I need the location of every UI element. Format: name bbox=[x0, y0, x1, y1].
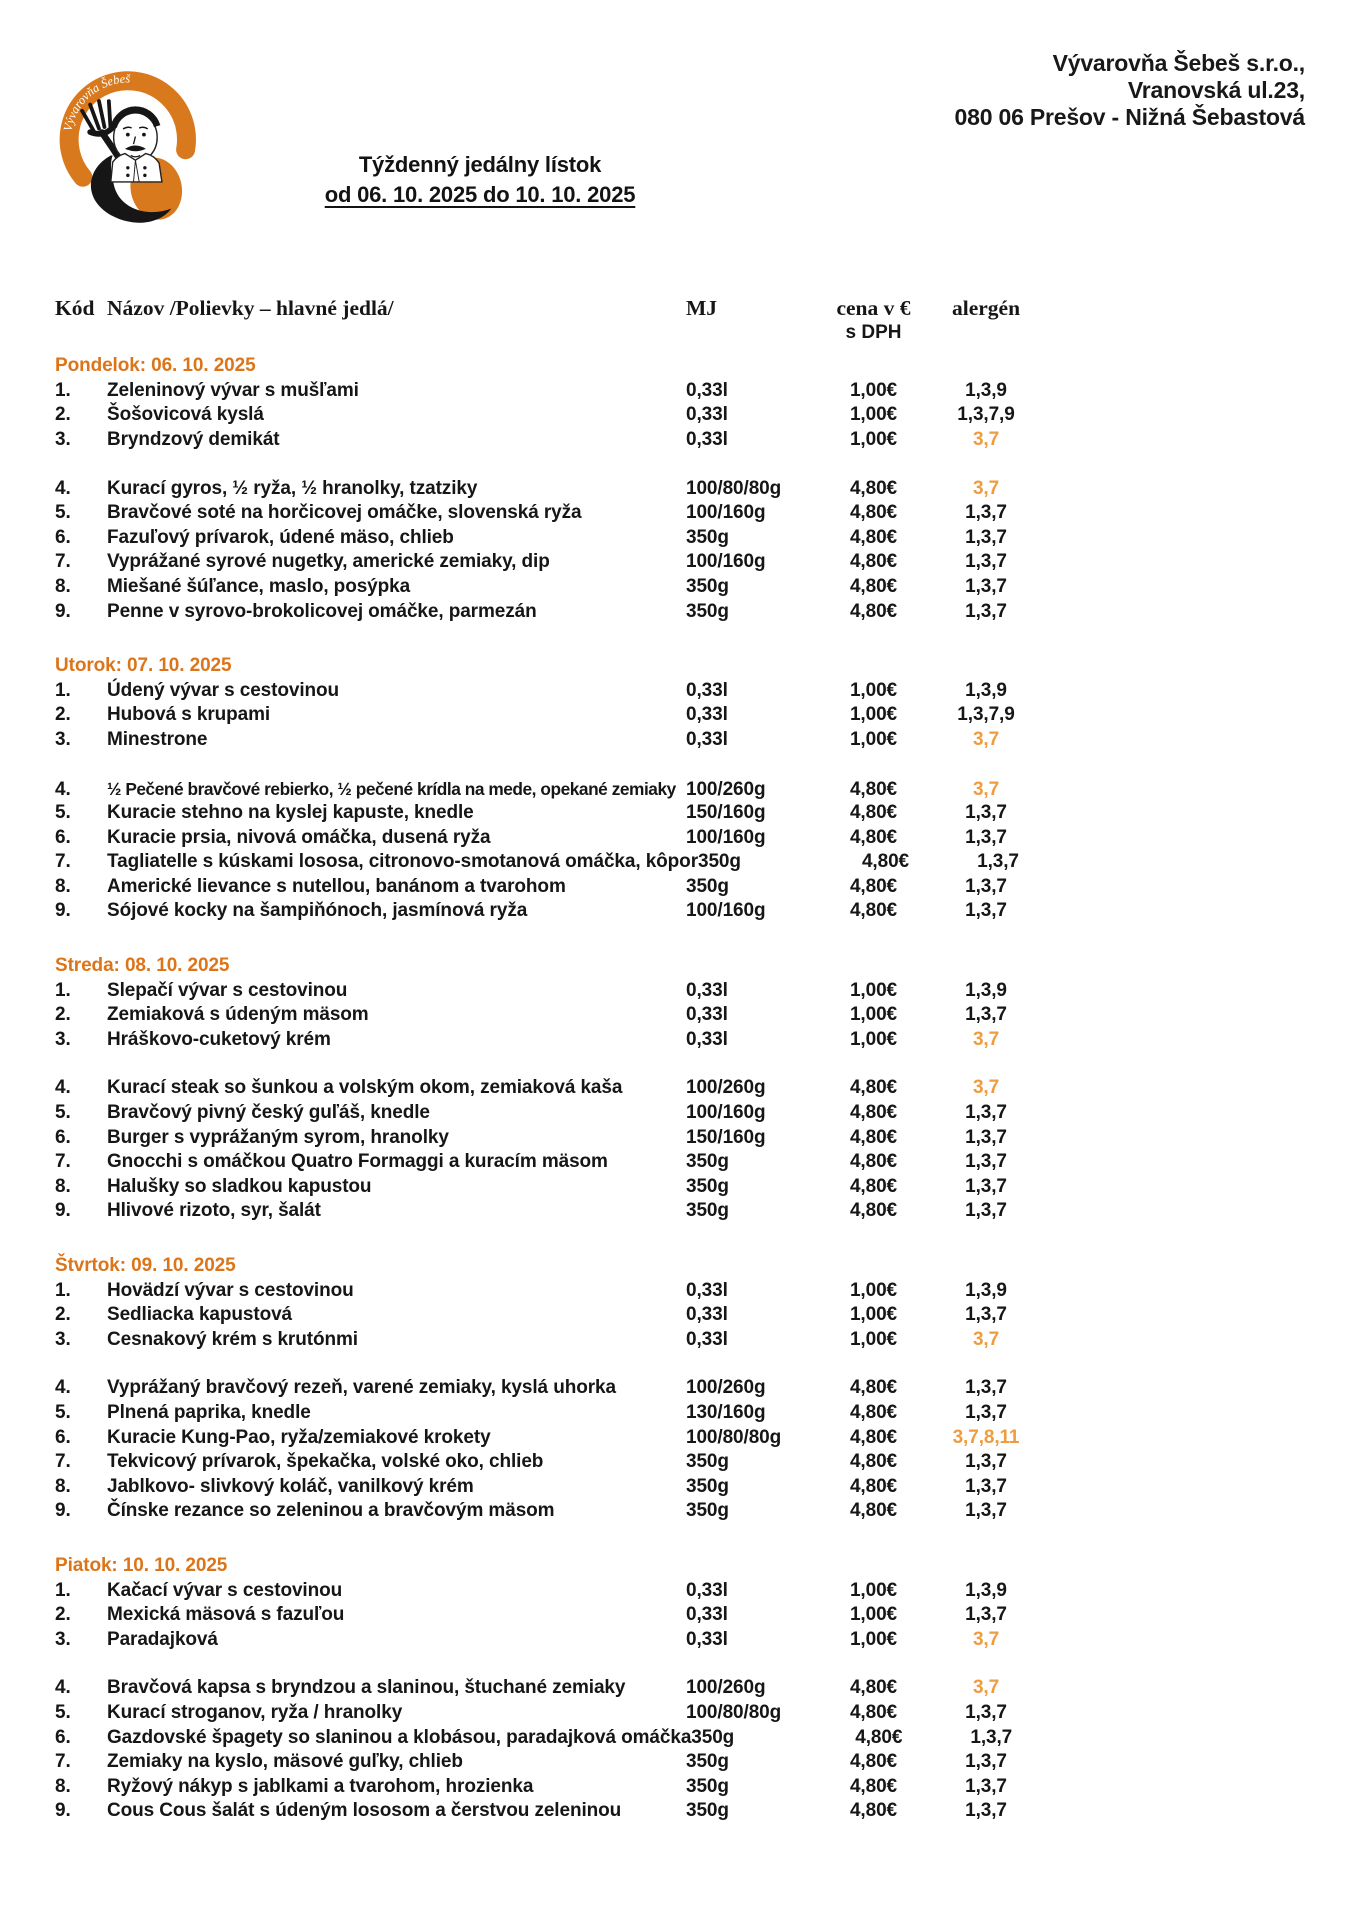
item-name: Jablkovo- slivkový koláč, vanilkový krém bbox=[107, 1475, 474, 1497]
item-allergens: 1,3,7 bbox=[965, 575, 1007, 597]
menu-item-row bbox=[55, 526, 1115, 551]
company-city: 080 06 Prešov - Nižná Šebastová bbox=[954, 104, 1305, 130]
item-name: Bravčový pivný český guľáš, knedle bbox=[107, 1102, 430, 1124]
menu-item-row bbox=[55, 1603, 1115, 1628]
item-allergens: 3,7 bbox=[972, 477, 1000, 499]
item-number: 7. bbox=[55, 551, 71, 573]
menu-item-row bbox=[55, 1401, 1115, 1426]
menu-item-row bbox=[55, 777, 1115, 802]
item-price: 4,80€ bbox=[849, 1500, 898, 1522]
item-allergens: 1,3,7 bbox=[965, 1102, 1007, 1124]
header-kod: Kód bbox=[55, 296, 95, 320]
item-name: Sójové kocky na šampiňónoch, jasmínová ryža bbox=[107, 900, 528, 922]
item-number: 6. bbox=[55, 526, 71, 548]
item-price: 4,80€ bbox=[849, 1126, 898, 1148]
item-name: Hlivové rizoto, syr, šalát bbox=[107, 1200, 321, 1222]
item-price: 1,00€ bbox=[849, 428, 898, 450]
item-portion: 0,33l bbox=[686, 1328, 728, 1350]
item-number: 9. bbox=[55, 600, 71, 622]
item-allergens: 1,3,7 bbox=[965, 1451, 1007, 1473]
item-number: 6. bbox=[55, 826, 71, 848]
item-allergens: 1,3,7 bbox=[965, 1200, 1007, 1222]
menu-item-row bbox=[55, 1028, 1115, 1053]
item-price: 1,00€ bbox=[849, 1604, 898, 1626]
item-name: Halušky so sladkou kapustou bbox=[107, 1175, 372, 1197]
item-number: 2. bbox=[55, 1004, 71, 1026]
menu-item-row bbox=[55, 477, 1115, 502]
menu-item-row bbox=[55, 1175, 1115, 1200]
item-price: 4,80€ bbox=[849, 575, 898, 597]
item-portion: 100/160g bbox=[686, 551, 766, 573]
item-portion: 100/80/80g bbox=[686, 1426, 782, 1448]
item-price: 1,00€ bbox=[849, 679, 898, 701]
document-date-range: od 06. 10. 2025 do 10. 10. 2025 bbox=[324, 182, 636, 207]
item-allergens: 3,7,8,11 bbox=[952, 1426, 1020, 1448]
item-number: 5. bbox=[55, 802, 71, 824]
item-price: 4,80€ bbox=[849, 1077, 898, 1099]
item-number: 4. bbox=[55, 1377, 71, 1399]
item-name: Kačací vývar s cestovinou bbox=[107, 1579, 343, 1601]
item-number: 3. bbox=[55, 1028, 71, 1050]
item-portion: 100/260g bbox=[686, 1077, 766, 1099]
item-name: Šošovicová kyslá bbox=[107, 404, 264, 426]
header-nazov: Názov /Polievky – hlavné jedlá/ bbox=[107, 296, 394, 320]
item-number: 5. bbox=[55, 502, 71, 524]
item-number: 4. bbox=[55, 778, 71, 800]
item-portion: 100/160g bbox=[686, 826, 766, 848]
item-allergens: 1,3,7 bbox=[965, 600, 1007, 622]
item-price: 1,00€ bbox=[849, 1628, 898, 1650]
item-number: 8. bbox=[55, 575, 71, 597]
menu-item-row bbox=[55, 728, 1115, 753]
item-number: 6. bbox=[55, 1126, 71, 1148]
item-name: Zemiaky na kyslo, mäsové guľky, chlieb bbox=[107, 1751, 463, 1773]
item-allergens: 1,3,7 bbox=[965, 1304, 1007, 1326]
item-name: Hovädzí vývar s cestovinou bbox=[107, 1279, 354, 1301]
item-name: Hráškovo-cuketový krém bbox=[107, 1028, 331, 1050]
menu-item-row bbox=[55, 1701, 1115, 1726]
item-portion: 150/160g bbox=[686, 802, 766, 824]
item-allergens: 1,3,9 bbox=[965, 979, 1007, 1001]
item-portion: 100/260g bbox=[686, 1677, 766, 1699]
item-allergens: 1,3,7,9 bbox=[957, 704, 1015, 726]
item-price: 1,00€ bbox=[849, 704, 898, 726]
item-number: 5. bbox=[55, 1701, 71, 1723]
menu-item-row bbox=[55, 403, 1115, 428]
item-allergens: 1,3,7 bbox=[965, 1377, 1007, 1399]
table-header bbox=[55, 296, 1115, 345]
company-address-block bbox=[955, 50, 1305, 131]
header-cena-sub: s DPH bbox=[845, 321, 902, 343]
menu-item-row bbox=[55, 1303, 1115, 1328]
item-name: Kurací stroganov, ryža / hranolky bbox=[107, 1701, 403, 1723]
item-allergens: 1,3,7 bbox=[965, 826, 1007, 848]
item-price: 4,80€ bbox=[849, 1775, 898, 1797]
item-name: Fazuľový prívarok, údené mäso, chlieb bbox=[107, 526, 454, 548]
item-number: 2. bbox=[55, 1304, 71, 1326]
item-number: 3. bbox=[55, 728, 71, 750]
item-price: 4,80€ bbox=[861, 851, 910, 873]
item-price: 4,80€ bbox=[849, 1401, 898, 1423]
item-price: 4,80€ bbox=[849, 477, 898, 499]
item-price: 4,80€ bbox=[849, 900, 898, 922]
item-price: 4,80€ bbox=[849, 1800, 898, 1822]
item-portion: 350g bbox=[686, 1451, 729, 1473]
item-allergens: 1,3,7 bbox=[965, 1751, 1007, 1773]
menu-item-row bbox=[55, 979, 1115, 1004]
item-number: 8. bbox=[55, 1475, 71, 1497]
item-name: Tekvicový prívarok, špekačka, volské oko, chlieb bbox=[107, 1451, 544, 1473]
item-allergens: 1,3,7,9 bbox=[957, 404, 1015, 426]
item-portion: 350g bbox=[686, 526, 729, 548]
menu-item-row bbox=[55, 1775, 1115, 1800]
item-price: 1,00€ bbox=[849, 404, 898, 426]
item-portion: 150/160g bbox=[686, 1126, 766, 1148]
item-allergens: 3,7 bbox=[972, 1328, 1000, 1350]
item-portion: 100/260g bbox=[686, 1377, 766, 1399]
item-name: Minestrone bbox=[107, 728, 208, 750]
menu-item-row bbox=[55, 703, 1115, 728]
item-name: Vyprážaný bravčový rezeň, varené zemiaky, kyslá uhorka bbox=[107, 1377, 616, 1399]
header-mj: MJ bbox=[686, 296, 718, 320]
item-allergens: 1,3,9 bbox=[965, 1279, 1007, 1301]
item-number: 7. bbox=[55, 1451, 71, 1473]
day-header: Pondelok: 06. 10. 2025 bbox=[55, 355, 256, 377]
item-portion: 0,33l bbox=[686, 379, 728, 401]
header-alergen: alergén bbox=[951, 296, 1021, 320]
menu-item-row bbox=[55, 826, 1115, 851]
menu-item-row bbox=[55, 899, 1115, 924]
menu-days bbox=[55, 354, 1115, 1824]
item-number: 6. bbox=[55, 1726, 71, 1748]
menu-item-row bbox=[55, 1126, 1115, 1151]
item-number: 1. bbox=[55, 1279, 71, 1301]
item-allergens: 1,3,9 bbox=[965, 379, 1007, 401]
item-number: 7. bbox=[55, 1751, 71, 1773]
menu-item-row bbox=[55, 600, 1115, 625]
menu-item-row bbox=[55, 1628, 1115, 1653]
item-price: 4,80€ bbox=[849, 1151, 898, 1173]
item-name: Gazdovské špagety so slaninou a klobásou, paradajková omáčka bbox=[107, 1726, 692, 1748]
item-price: 1,00€ bbox=[849, 979, 898, 1001]
day-header: Piatok: 10. 10. 2025 bbox=[55, 1554, 228, 1576]
item-allergens: 1,3,7 bbox=[965, 1401, 1007, 1423]
menu-item-row bbox=[55, 1579, 1115, 1604]
item-allergens: 1,3,7 bbox=[965, 551, 1007, 573]
day-section bbox=[55, 654, 1115, 924]
item-portion: 0,33l bbox=[686, 979, 728, 1001]
item-portion: 350g bbox=[686, 1475, 729, 1497]
item-allergens: 1,3,7 bbox=[965, 1475, 1007, 1497]
item-number: 1. bbox=[55, 1579, 71, 1601]
menu-item-row bbox=[55, 1475, 1115, 1500]
item-name: Mexická mäsová s fazuľou bbox=[107, 1604, 345, 1626]
item-price: 4,80€ bbox=[849, 826, 898, 848]
item-price: 1,00€ bbox=[849, 728, 898, 750]
menu-item-row bbox=[55, 428, 1115, 453]
item-price: 1,00€ bbox=[849, 1579, 898, 1601]
menu-item-row bbox=[55, 1799, 1115, 1824]
item-price: 4,80€ bbox=[849, 1751, 898, 1773]
menu-item-row bbox=[55, 1426, 1115, 1451]
item-number: 4. bbox=[55, 1077, 71, 1099]
header-cena: cena v € bbox=[836, 296, 911, 320]
item-price: 4,80€ bbox=[849, 802, 898, 824]
item-allergens: 1,3,7 bbox=[965, 1604, 1007, 1626]
menu-item-row bbox=[55, 801, 1115, 826]
item-portion: 350g bbox=[691, 1726, 735, 1748]
item-name: Miešané šúľance, maslo, posýpka bbox=[107, 575, 411, 597]
item-name: Penne v syrovo-brokolicovej omáčke, parmezán bbox=[107, 600, 537, 622]
item-portion: 350g bbox=[686, 1175, 729, 1197]
item-price: 4,80€ bbox=[849, 502, 898, 524]
document-title: Týždenný jedálny lístok bbox=[358, 152, 602, 177]
item-number: 5. bbox=[55, 1401, 71, 1423]
item-name: Kurací gyros, ½ ryža, ½ hranolky, tzatziky bbox=[107, 477, 478, 499]
item-name: Americké lievance s nutellou, banánom a tvarohom bbox=[107, 875, 566, 897]
item-allergens: 1,3,7 bbox=[965, 1701, 1007, 1723]
item-portion: 0,33l bbox=[686, 1604, 728, 1626]
item-portion: 350g bbox=[686, 1500, 729, 1522]
item-portion: 100/80/80g bbox=[686, 477, 782, 499]
item-number: 2. bbox=[55, 404, 71, 426]
item-price: 4,80€ bbox=[849, 1102, 898, 1124]
menu-item-row bbox=[55, 1003, 1115, 1028]
item-name: Kuracie stehno na kyslej kapuste, knedle bbox=[107, 802, 474, 824]
menu-item-row bbox=[55, 1450, 1115, 1475]
menu-item-row bbox=[55, 1376, 1115, 1401]
item-name: Sedliacka kapustová bbox=[107, 1304, 293, 1326]
item-name: Cesnakový krém s krutónmi bbox=[107, 1328, 358, 1350]
item-number: 8. bbox=[55, 1775, 71, 1797]
item-number: 4. bbox=[55, 477, 71, 499]
item-name: Bravčové soté na horčicovej omáčke, slovenská ryža bbox=[107, 502, 582, 524]
item-price: 1,00€ bbox=[849, 379, 898, 401]
item-allergens: 1,3,7 bbox=[965, 1151, 1007, 1173]
item-name: Gnocchi s omáčkou Quatro Formaggi a kuracím mäsom bbox=[107, 1151, 608, 1173]
item-price: 4,80€ bbox=[849, 1677, 898, 1699]
item-allergens: 1,3,7 bbox=[965, 802, 1007, 824]
item-price: 4,80€ bbox=[849, 1701, 898, 1723]
day-section bbox=[55, 354, 1115, 624]
item-number: 1. bbox=[55, 979, 71, 1001]
item-allergens: 1,3,7 bbox=[965, 1004, 1007, 1026]
menu-item-row bbox=[55, 1279, 1115, 1304]
menu-item-row bbox=[55, 1076, 1115, 1101]
item-name: Údený vývar s cestovinou bbox=[107, 679, 340, 701]
item-price: 4,80€ bbox=[855, 1726, 903, 1748]
item-price: 4,80€ bbox=[849, 1377, 898, 1399]
item-portion: 350g bbox=[686, 600, 729, 622]
item-name: Kuracie prsia, nivová omáčka, dusená ryža bbox=[107, 826, 491, 848]
menu-item-row bbox=[55, 850, 1115, 875]
item-price: 1,00€ bbox=[849, 1328, 898, 1350]
item-allergens: 1,3,7 bbox=[965, 1775, 1007, 1797]
item-portion: 100/160g bbox=[686, 502, 766, 524]
item-name: Vyprážané syrové nugetky, americké zemiaky, dip bbox=[107, 551, 550, 573]
day-header: Štvrtok: 09. 10. 2025 bbox=[55, 1255, 236, 1276]
day-section bbox=[55, 1554, 1115, 1824]
item-price: 1,00€ bbox=[849, 1279, 898, 1301]
item-price: 4,80€ bbox=[849, 1200, 898, 1222]
item-portion: 350g bbox=[686, 575, 729, 597]
item-portion: 100/160g bbox=[686, 900, 766, 922]
item-allergens: 1,3,7 bbox=[977, 851, 1019, 873]
item-number: 1. bbox=[55, 379, 71, 401]
item-portion: 0,33l bbox=[686, 404, 728, 426]
restaurant-logo-chef-icon bbox=[54, 48, 196, 226]
item-portion: 0,33l bbox=[686, 1279, 728, 1301]
item-allergens: 1,3,7 bbox=[965, 1800, 1007, 1822]
item-portion: 350g bbox=[686, 1200, 729, 1222]
item-number: 2. bbox=[55, 1604, 71, 1626]
item-portion: 100/80/80g bbox=[686, 1701, 782, 1723]
item-name: Cous Cous šalát s údeným lososom a čerstvou zeleninou bbox=[107, 1800, 622, 1822]
item-portion: 350g bbox=[698, 851, 741, 873]
item-price: 4,80€ bbox=[849, 1451, 898, 1473]
item-portion: 0,33l bbox=[686, 1628, 728, 1650]
item-number: 9. bbox=[55, 1200, 71, 1222]
menu-item-row bbox=[55, 501, 1115, 526]
weekly-menu-table bbox=[55, 296, 1115, 1824]
item-allergens: 1,3,7 bbox=[965, 526, 1007, 548]
item-allergens: 1,3,7 bbox=[965, 1126, 1007, 1148]
menu-item-row bbox=[55, 379, 1115, 404]
item-portion: 100/260g bbox=[686, 778, 766, 800]
item-portion: 350g bbox=[686, 875, 729, 897]
item-name: Zemiaková s údeným mäsom bbox=[107, 1004, 369, 1026]
menu-item-row bbox=[55, 1101, 1115, 1126]
item-name: Burger s vyprážaným syrom, hranolky bbox=[107, 1126, 449, 1148]
item-portion: 0,33l bbox=[686, 704, 728, 726]
item-price: 4,80€ bbox=[849, 875, 898, 897]
item-name: Kuracie Kung-Pao, ryža/zemiakové krokety bbox=[107, 1426, 491, 1448]
item-portion: 0,33l bbox=[686, 728, 728, 750]
item-allergens: 3,7 bbox=[972, 428, 1000, 450]
item-portion: 350g bbox=[686, 1151, 729, 1173]
item-number: 3. bbox=[55, 1328, 71, 1350]
item-name: Hubová s krupami bbox=[107, 704, 271, 726]
item-name: Zeleninový vývar s mušľami bbox=[107, 379, 359, 401]
item-portion: 350g bbox=[686, 1800, 729, 1822]
item-price: 4,80€ bbox=[849, 526, 898, 548]
item-portion: 0,33l bbox=[686, 428, 728, 450]
item-portion: 100/160g bbox=[686, 1102, 766, 1124]
item-allergens: 1,3,7 bbox=[970, 1726, 1013, 1748]
item-number: 1. bbox=[55, 679, 71, 701]
item-name: Bryndzový demikát bbox=[107, 428, 280, 450]
item-number: 9. bbox=[55, 1500, 71, 1522]
menu-item-row bbox=[55, 1150, 1115, 1175]
item-portion: 0,33l bbox=[686, 1304, 728, 1326]
menu-item-row bbox=[55, 679, 1115, 704]
company-name: Vývarovňa Šebeš s.r.o., bbox=[1052, 50, 1305, 76]
day-section bbox=[55, 1254, 1115, 1524]
item-allergens: 3,7 bbox=[972, 728, 1000, 750]
item-price: 4,80€ bbox=[849, 600, 898, 622]
item-name: Slepačí vývar s cestovinou bbox=[107, 979, 348, 1001]
item-number: 9. bbox=[55, 1800, 71, 1822]
item-allergens: 1,3,9 bbox=[965, 679, 1007, 701]
menu-item-row bbox=[55, 1676, 1115, 1701]
item-portion: 0,33l bbox=[686, 679, 728, 701]
item-allergens: 3,7 bbox=[972, 778, 1000, 800]
day-header: Streda: 08. 10. 2025 bbox=[55, 955, 230, 977]
item-price: 4,80€ bbox=[849, 1175, 898, 1197]
item-portion: 0,33l bbox=[686, 1004, 728, 1026]
day-section bbox=[55, 954, 1115, 1224]
menu-item-row bbox=[55, 1499, 1115, 1524]
logo-brand-text: Vývarovňa Šebeš bbox=[60, 71, 131, 133]
item-price: 4,80€ bbox=[849, 551, 898, 573]
menu-item-row bbox=[55, 875, 1115, 900]
item-price: 1,00€ bbox=[849, 1028, 898, 1050]
item-allergens: 1,3,7 bbox=[965, 1500, 1007, 1522]
menu-item-row bbox=[55, 1726, 1115, 1751]
item-number: 7. bbox=[55, 1151, 71, 1173]
item-number: 3. bbox=[55, 1628, 71, 1650]
item-portion: 350g bbox=[686, 1775, 729, 1797]
item-number: 5. bbox=[55, 1102, 71, 1124]
item-price: 1,00€ bbox=[849, 1304, 898, 1326]
item-price: 1,00€ bbox=[849, 1004, 898, 1026]
item-name: Bravčová kapsa s bryndzou a slaninou, štuchané zemiaky bbox=[107, 1677, 626, 1699]
item-name: Kurací steak so šunkou a volským okom, zemiaková kaša bbox=[107, 1077, 623, 1099]
item-name: Tagliatelle s kúskami lososa, citronovo-smotanová omáčka, kôpor bbox=[107, 851, 698, 873]
item-portion: 0,33l bbox=[686, 1028, 728, 1050]
item-allergens: 3,7 bbox=[972, 1628, 1000, 1650]
item-number: 8. bbox=[55, 875, 71, 897]
chef-face-icon bbox=[111, 110, 162, 182]
menu-item-row bbox=[55, 550, 1115, 575]
item-portion: 0,33l bbox=[686, 1579, 728, 1601]
menu-item-row bbox=[55, 1328, 1115, 1353]
item-allergens: 3,7 bbox=[972, 1077, 1000, 1099]
day-header: Utorok: 07. 10. 2025 bbox=[55, 655, 232, 677]
item-number: 3. bbox=[55, 428, 71, 450]
item-price: 4,80€ bbox=[849, 778, 898, 800]
item-allergens: 1,3,7 bbox=[965, 875, 1007, 897]
menu-item-row bbox=[55, 1750, 1115, 1775]
item-number: 4. bbox=[55, 1677, 71, 1699]
item-name: Plnená paprika, knedle bbox=[107, 1401, 311, 1423]
item-portion: 130/160g bbox=[686, 1401, 766, 1423]
item-name: Čínske rezance so zeleninou a bravčovým mäsom bbox=[107, 1500, 555, 1522]
item-price: 4,80€ bbox=[849, 1475, 898, 1497]
item-allergens: 1,3,7 bbox=[965, 1175, 1007, 1197]
item-number: 6. bbox=[55, 1426, 71, 1448]
item-number: 7. bbox=[55, 851, 71, 873]
item-name: Paradajková bbox=[107, 1628, 218, 1650]
item-name: Ryžový nákyp s jablkami a tvarohom, hrozienka bbox=[107, 1775, 534, 1797]
menu-item-row bbox=[55, 575, 1115, 600]
item-number: 9. bbox=[55, 900, 71, 922]
menu-item-row bbox=[55, 1199, 1115, 1224]
item-name: ½ Pečené bravčové rebierko, ½ pečené krídla na mede, opekané zemiaky bbox=[107, 778, 676, 799]
item-allergens: 1,3,7 bbox=[965, 502, 1007, 524]
item-number: 2. bbox=[55, 704, 71, 726]
item-allergens: 1,3,9 bbox=[965, 1579, 1007, 1601]
item-portion: 350g bbox=[686, 1751, 729, 1773]
item-number: 8. bbox=[55, 1175, 71, 1197]
item-price: 4,80€ bbox=[849, 1426, 898, 1448]
document-title-block bbox=[200, 150, 760, 210]
item-allergens: 3,7 bbox=[972, 1028, 1000, 1050]
company-street: Vranovská ul.23, bbox=[1127, 77, 1305, 103]
item-allergens: 1,3,7 bbox=[965, 900, 1007, 922]
item-allergens: 3,7 bbox=[972, 1677, 1000, 1699]
